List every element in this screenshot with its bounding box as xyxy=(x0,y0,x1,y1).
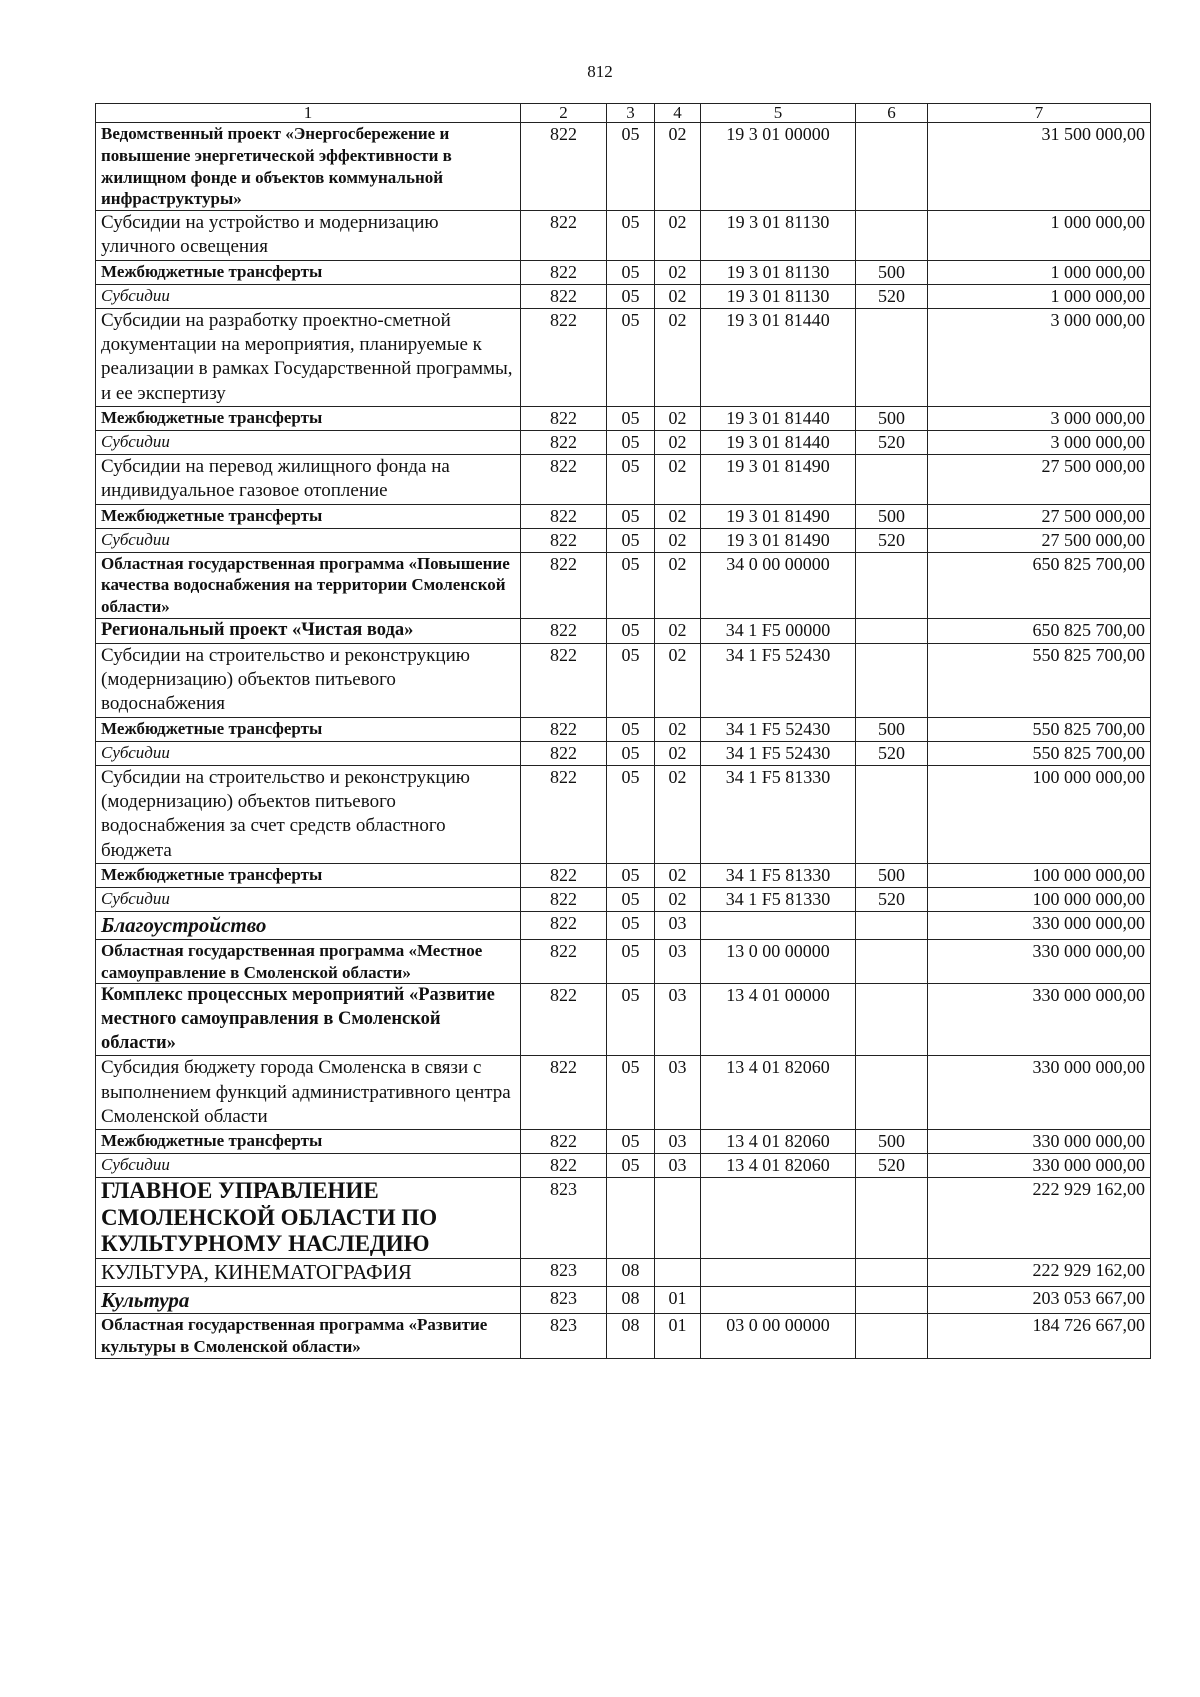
code-expense-type: 520 xyxy=(856,887,928,911)
row-name: Субсидии xyxy=(96,1154,521,1178)
header-col-6: 6 xyxy=(856,104,928,123)
amount: 100 000 000,00 xyxy=(928,863,1151,887)
row-name: Межбюджетные трансферты xyxy=(96,504,521,528)
code-expense-type: 520 xyxy=(856,430,928,454)
code-target-article: 34 0 00 00000 xyxy=(701,552,856,618)
table-row xyxy=(96,504,1151,528)
row-name: Субсидии xyxy=(96,887,521,911)
code-section: 05 xyxy=(607,284,655,308)
code-section: 05 xyxy=(607,552,655,618)
code-target-article: 19 3 01 81130 xyxy=(701,284,856,308)
code-subsection: 03 xyxy=(655,939,701,984)
header-col-1: 1 xyxy=(96,104,521,123)
table-row xyxy=(96,717,1151,741)
code-ministry: 822 xyxy=(521,123,607,211)
row-name: Субсидии xyxy=(96,284,521,308)
code-ministry: 822 xyxy=(521,1056,607,1130)
budget-table xyxy=(95,103,1151,1359)
code-subsection: 02 xyxy=(655,455,701,505)
amount: 330 000 000,00 xyxy=(928,939,1151,984)
code-expense-type: 520 xyxy=(856,528,928,552)
amount: 27 500 000,00 xyxy=(928,528,1151,552)
code-expense-type: 500 xyxy=(856,260,928,284)
amount: 3 000 000,00 xyxy=(928,406,1151,430)
amount: 330 000 000,00 xyxy=(928,1130,1151,1154)
code-section: 05 xyxy=(607,528,655,552)
code-target-article: 19 3 01 81440 xyxy=(701,308,856,406)
code-expense-type: 520 xyxy=(856,284,928,308)
code-section: 05 xyxy=(607,939,655,984)
amount: 27 500 000,00 xyxy=(928,455,1151,505)
table-row xyxy=(96,211,1151,261)
code-expense-type xyxy=(856,765,928,863)
code-section: 08 xyxy=(607,1286,655,1314)
row-name: Субсидии на устройство и модернизацию уличного освещения xyxy=(96,211,521,261)
code-target-article: 19 3 01 81130 xyxy=(701,211,856,261)
code-subsection xyxy=(655,1178,701,1258)
amount: 330 000 000,00 xyxy=(928,1056,1151,1130)
row-name: Субсидии на строительство и реконструкцию (модернизацию) объектов питьевого водоснабжения за счет средств областного бюджета xyxy=(96,765,521,863)
table-row xyxy=(96,1178,1151,1258)
amount: 1 000 000,00 xyxy=(928,260,1151,284)
code-target-article: 34 1 F5 52430 xyxy=(701,717,856,741)
code-ministry: 822 xyxy=(521,430,607,454)
code-ministry: 822 xyxy=(521,765,607,863)
code-ministry: 822 xyxy=(521,260,607,284)
code-expense-type: 500 xyxy=(856,1130,928,1154)
code-expense-type: 500 xyxy=(856,504,928,528)
code-expense-type xyxy=(856,984,928,1056)
row-name: Региональный проект «Чистая вода» xyxy=(96,618,521,643)
code-target-article xyxy=(701,1286,856,1314)
code-section: 05 xyxy=(607,455,655,505)
table-row xyxy=(96,863,1151,887)
amount: 330 000 000,00 xyxy=(928,984,1151,1056)
header-col-7: 7 xyxy=(928,104,1151,123)
table-row xyxy=(96,528,1151,552)
table-row xyxy=(96,618,1151,643)
code-target-article: 34 1 F5 52430 xyxy=(701,643,856,717)
amount: 550 825 700,00 xyxy=(928,643,1151,717)
code-subsection: 02 xyxy=(655,741,701,765)
table-row xyxy=(96,1286,1151,1314)
code-expense-type xyxy=(856,911,928,939)
amount: 650 825 700,00 xyxy=(928,552,1151,618)
code-ministry: 822 xyxy=(521,455,607,505)
code-expense-type: 500 xyxy=(856,863,928,887)
code-ministry: 823 xyxy=(521,1314,607,1359)
row-name: Межбюджетные трансферты xyxy=(96,1130,521,1154)
table-row xyxy=(96,406,1151,430)
code-expense-type xyxy=(856,1258,928,1286)
code-subsection: 02 xyxy=(655,308,701,406)
code-ministry: 822 xyxy=(521,643,607,717)
code-target-article: 19 3 01 81440 xyxy=(701,406,856,430)
code-target-article: 19 3 01 81490 xyxy=(701,455,856,505)
table-row xyxy=(96,887,1151,911)
amount: 184 726 667,00 xyxy=(928,1314,1151,1359)
code-subsection: 02 xyxy=(655,260,701,284)
code-subsection: 02 xyxy=(655,552,701,618)
row-name: Межбюджетные трансферты xyxy=(96,260,521,284)
code-target-article: 13 4 01 82060 xyxy=(701,1056,856,1130)
table-row xyxy=(96,765,1151,863)
code-section: 05 xyxy=(607,618,655,643)
code-section: 05 xyxy=(607,1154,655,1178)
row-name: Комплекс процессных мероприятий «Развитие местного самоуправления в Смоленской области» xyxy=(96,984,521,1056)
table-row xyxy=(96,1258,1151,1286)
code-section: 05 xyxy=(607,504,655,528)
table-row xyxy=(96,284,1151,308)
header-col-2: 2 xyxy=(521,104,607,123)
code-subsection: 02 xyxy=(655,284,701,308)
code-expense-type xyxy=(856,939,928,984)
page-number: 812 xyxy=(587,62,613,81)
code-target-article: 34 1 F5 52430 xyxy=(701,741,856,765)
code-section: 05 xyxy=(607,123,655,211)
code-target-article: 19 3 01 81440 xyxy=(701,430,856,454)
code-expense-type xyxy=(856,455,928,505)
code-subsection: 02 xyxy=(655,887,701,911)
code-section: 05 xyxy=(607,741,655,765)
code-subsection: 02 xyxy=(655,863,701,887)
code-expense-type xyxy=(856,123,928,211)
amount: 330 000 000,00 xyxy=(928,911,1151,939)
code-section: 05 xyxy=(607,717,655,741)
code-subsection: 02 xyxy=(655,406,701,430)
row-name: Субсидия бюджету города Смоленска в связи с выполнением функций административного центра Смоленской области xyxy=(96,1056,521,1130)
code-subsection: 02 xyxy=(655,211,701,261)
table-row xyxy=(96,430,1151,454)
code-ministry: 822 xyxy=(521,406,607,430)
table-row xyxy=(96,643,1151,717)
code-target-article xyxy=(701,1178,856,1258)
code-ministry: 822 xyxy=(521,211,607,261)
table-row xyxy=(96,1314,1151,1359)
row-name: Субсидии на разработку проектно-сметной документации на мероприятия, планируемые к реализации в рамках Государственной программы, и ее экспертизу xyxy=(96,308,521,406)
amount: 650 825 700,00 xyxy=(928,618,1151,643)
table-row xyxy=(96,911,1151,939)
code-subsection: 02 xyxy=(655,504,701,528)
code-expense-type xyxy=(856,643,928,717)
row-name: Областная государственная программа «Повышение качества водоснабжения на территории Смоленской области» xyxy=(96,552,521,618)
amount: 222 929 162,00 xyxy=(928,1258,1151,1286)
code-ministry: 822 xyxy=(521,984,607,1056)
code-ministry: 822 xyxy=(521,552,607,618)
table-row xyxy=(96,1130,1151,1154)
code-target-article: 13 4 01 00000 xyxy=(701,984,856,1056)
code-subsection: 03 xyxy=(655,1154,701,1178)
amount: 1 000 000,00 xyxy=(928,211,1151,261)
code-section: 05 xyxy=(607,211,655,261)
header-col-4: 4 xyxy=(655,104,701,123)
row-name: Межбюджетные трансферты xyxy=(96,406,521,430)
code-target-article: 34 1 F5 00000 xyxy=(701,618,856,643)
code-target-article: 13 4 01 82060 xyxy=(701,1154,856,1178)
code-expense-type xyxy=(856,308,928,406)
code-ministry: 822 xyxy=(521,939,607,984)
row-name: Культура xyxy=(96,1286,521,1314)
row-name: Ведомственный проект «Энергосбережение и повышение энергетической эффективности в жилищном фонде и объектов коммунальной инфраструктуры» xyxy=(96,123,521,211)
code-ministry: 823 xyxy=(521,1286,607,1314)
code-section: 08 xyxy=(607,1258,655,1286)
code-target-article xyxy=(701,1258,856,1286)
code-section: 05 xyxy=(607,430,655,454)
row-name: Субсидии на перевод жилищного фонда на индивидуальное газовое отопление xyxy=(96,455,521,505)
code-expense-type: 520 xyxy=(856,741,928,765)
code-ministry: 822 xyxy=(521,911,607,939)
row-name: Благоустройство xyxy=(96,911,521,939)
code-expense-type xyxy=(856,1178,928,1258)
code-subsection: 02 xyxy=(655,430,701,454)
code-subsection: 03 xyxy=(655,1056,701,1130)
row-name: Субсидии на строительство и реконструкцию (модернизацию) объектов питьевого водоснабжения xyxy=(96,643,521,717)
code-subsection: 02 xyxy=(655,643,701,717)
row-name: Субсидии xyxy=(96,430,521,454)
code-target-article: 34 1 F5 81330 xyxy=(701,863,856,887)
code-subsection: 02 xyxy=(655,528,701,552)
code-section: 05 xyxy=(607,863,655,887)
code-ministry: 822 xyxy=(521,717,607,741)
code-section: 05 xyxy=(607,643,655,717)
code-section: 05 xyxy=(607,1056,655,1130)
table-row xyxy=(96,260,1151,284)
code-ministry: 822 xyxy=(521,887,607,911)
code-section: 05 xyxy=(607,887,655,911)
row-name: Субсидии xyxy=(96,741,521,765)
code-ministry: 822 xyxy=(521,284,607,308)
code-subsection: 01 xyxy=(655,1286,701,1314)
code-expense-type xyxy=(856,552,928,618)
code-subsection: 02 xyxy=(655,123,701,211)
code-expense-type: 500 xyxy=(856,717,928,741)
code-ministry: 822 xyxy=(521,528,607,552)
table-row xyxy=(96,741,1151,765)
code-expense-type: 500 xyxy=(856,406,928,430)
table-body xyxy=(96,104,1151,1359)
code-section: 05 xyxy=(607,260,655,284)
code-ministry: 822 xyxy=(521,1130,607,1154)
table-row xyxy=(96,308,1151,406)
amount: 100 000 000,00 xyxy=(928,765,1151,863)
code-target-article: 34 1 F5 81330 xyxy=(701,887,856,911)
amount: 203 053 667,00 xyxy=(928,1286,1151,1314)
code-section: 08 xyxy=(607,1314,655,1359)
header-col-3: 3 xyxy=(607,104,655,123)
code-section: 05 xyxy=(607,911,655,939)
code-subsection: 03 xyxy=(655,1130,701,1154)
code-subsection: 03 xyxy=(655,984,701,1056)
code-section: 05 xyxy=(607,765,655,863)
table-row xyxy=(96,939,1151,984)
code-expense-type xyxy=(856,211,928,261)
code-target-article: 03 0 00 00000 xyxy=(701,1314,856,1359)
row-name: Областная государственная программа «Местное самоуправление в Смоленской области» xyxy=(96,939,521,984)
code-target-article: 19 3 01 81490 xyxy=(701,528,856,552)
code-target-article: 19 3 01 81490 xyxy=(701,504,856,528)
code-ministry: 822 xyxy=(521,618,607,643)
code-section: 05 xyxy=(607,308,655,406)
code-expense-type xyxy=(856,1286,928,1314)
code-target-article: 19 3 01 00000 xyxy=(701,123,856,211)
row-name: КУЛЬТУРА, КИНЕМАТОГРАФИЯ xyxy=(96,1258,521,1286)
amount: 1 000 000,00 xyxy=(928,284,1151,308)
code-target-article xyxy=(701,911,856,939)
amount: 100 000 000,00 xyxy=(928,887,1151,911)
code-section: 05 xyxy=(607,1130,655,1154)
code-subsection: 02 xyxy=(655,618,701,643)
amount: 3 000 000,00 xyxy=(928,308,1151,406)
header-col-5: 5 xyxy=(701,104,856,123)
code-section: 05 xyxy=(607,984,655,1056)
row-name: ГЛАВНОЕ УПРАВЛЕНИЕ СМОЛЕНСКОЙ ОБЛАСТИ ПО КУЛЬТУРНОМУ НАСЛЕДИЮ xyxy=(96,1178,521,1258)
code-ministry: 822 xyxy=(521,504,607,528)
amount: 3 000 000,00 xyxy=(928,430,1151,454)
code-subsection: 01 xyxy=(655,1314,701,1359)
amount: 550 825 700,00 xyxy=(928,741,1151,765)
code-ministry: 822 xyxy=(521,863,607,887)
row-name: Субсидии xyxy=(96,528,521,552)
table-row xyxy=(96,552,1151,618)
row-name: Межбюджетные трансферты xyxy=(96,717,521,741)
code-expense-type: 520 xyxy=(856,1154,928,1178)
row-name: Областная государственная программа «Развитие культуры в Смоленской области» xyxy=(96,1314,521,1359)
code-subsection: 03 xyxy=(655,911,701,939)
code-expense-type xyxy=(856,1056,928,1130)
code-target-article: 13 0 00 00000 xyxy=(701,939,856,984)
code-subsection: 02 xyxy=(655,717,701,741)
code-target-article: 34 1 F5 81330 xyxy=(701,765,856,863)
table-row xyxy=(96,1154,1151,1178)
table-row xyxy=(96,1056,1151,1130)
table-row xyxy=(96,455,1151,505)
amount: 550 825 700,00 xyxy=(928,717,1151,741)
amount: 31 500 000,00 xyxy=(928,123,1151,211)
code-ministry: 823 xyxy=(521,1258,607,1286)
row-name: Межбюджетные трансферты xyxy=(96,863,521,887)
code-section xyxy=(607,1178,655,1258)
code-expense-type xyxy=(856,1314,928,1359)
code-target-article: 19 3 01 81130 xyxy=(701,260,856,284)
code-ministry: 823 xyxy=(521,1178,607,1258)
code-ministry: 822 xyxy=(521,308,607,406)
amount: 330 000 000,00 xyxy=(928,1154,1151,1178)
code-section: 05 xyxy=(607,406,655,430)
table-row xyxy=(96,123,1151,211)
code-subsection: 02 xyxy=(655,765,701,863)
code-target-article: 13 4 01 82060 xyxy=(701,1130,856,1154)
table-header-row xyxy=(96,104,1151,123)
amount: 222 929 162,00 xyxy=(928,1178,1151,1258)
table-row xyxy=(96,984,1151,1056)
code-expense-type xyxy=(856,618,928,643)
code-ministry: 822 xyxy=(521,741,607,765)
amount: 27 500 000,00 xyxy=(928,504,1151,528)
code-subsection xyxy=(655,1258,701,1286)
code-ministry: 822 xyxy=(521,1154,607,1178)
